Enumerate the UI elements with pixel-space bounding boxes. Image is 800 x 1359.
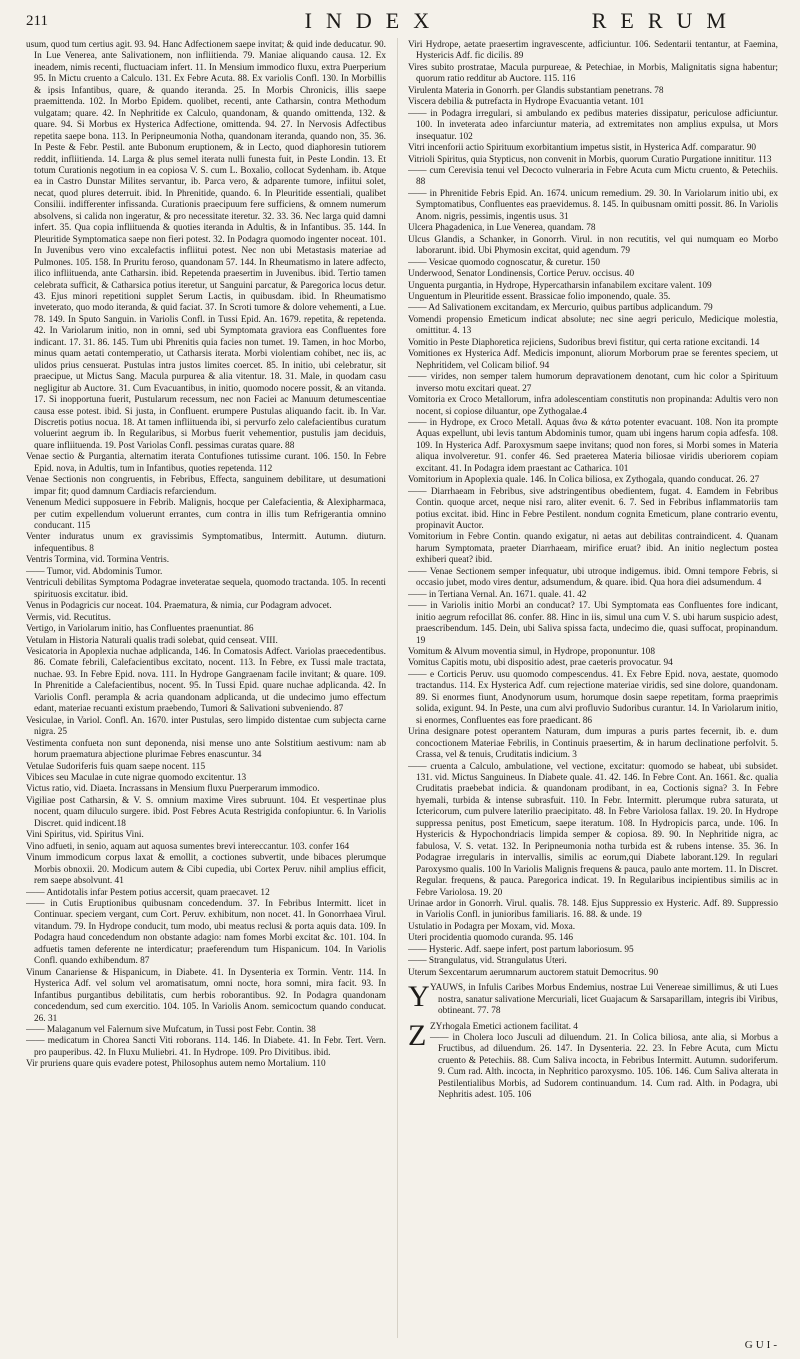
index-entry: —— Venae Sectionem semper infequatur, ubi utroque indigemus. ibid. Omni tempore Febris, si occasio jubet, modo vires dentur, adsumendum, & quare. ibid. Qua hora diei adsumendum. 4: [408, 566, 778, 589]
index-entry: —— Malaganum vel Falernum sive Mufcatum, in Tussi post Febr. Contin. 38: [26, 1024, 316, 1035]
index-entry: Underwood, Senator Londinensis, Cortice Peruv. occisus. 40: [408, 269, 635, 280]
letter-section-y: [408, 980, 778, 1017]
index-entry: Ventriculi debilitas Symptoma Podagrae inveteratae sequela, quomodo tractanda. 105. In recenti spirituosis excitatur. ibid.: [26, 578, 386, 600]
index-entry: —— virides, non semper talem humorum depravationem denotant, cum hic color a Spirituum inverso motu excitari queat. 27: [408, 372, 778, 394]
index-entry: Vinum immodicum corpus laxat & emollit, a coctiones subvertit, unde bibaces plerumque Morbis obnoxii. 20. Modicum autem & Cibi cupedia, ubi Cortex Peruv. nihil amplius efficit, rem saepe absolvunt. 41: [26, 853, 386, 887]
index-entry: usum, quod tum certius agit. 93. 94. Hanc Adfectionem saepe invitat; & quid inde deducatur. 90. In Lue Venerea, ante Salivationem, non infliitienda. 79. Maniae aliquando causa. 12. Ex ineadem, nimis recenti, fluctuaciam infert. 11. In Mensium immodico fluxu, extra Puerperium 95. In Mictu cruento a Calculo. 131. Ex Febre Acuta. 88. Ex variolis Confl. 130. In Morbillis & ipsis Infantibus, quare, & quando iteranda. 25. In Morbis Chronicis, illis saepe praemittenda. 102. In Morbo Epidem. quolibet, recenti, ante Catharsin, contra Methodum vulgatam; quare. 42. In Nephritide ex Calculo, quandonam, & quando omittenda, 132. & quare. 94. Si Morbus ex Hysterica Adfectione, omittenda. 94. 27. In Nervosis Adfectibus repetita saepe bona. 113. In Peripneumonia Notha, quandonam iteranda, quando non, 35. 36. In Peste & Febr. Pestil. ante Bubonum eruptionem, & in Lecto, quod diaphoresin tutiorem reddit, infliitienda. 14. Larga & plus semel iterata nulli funesta fuit, in Peste Londin. 13. Et totum Curationis negotium in ea copiosa V. S. cum L. Boxalio, collocat Sydenham. ib. Atque ea in Castro Dunstar Milites servantur, ib. Parca vero, & adparente tumore, infiitui solet, necat, quod plures deterruit. ibid. In Phrenitide, quando. 6. In Pleuritide essentiali, qualibet Consilii. indifferenter infissanda. Curationis praecipuum fere sufficiens, & omnem numerum absolvens, si calida non ingeratur, & pro necessitate iteretur. 32. 33. 36. Nec larga quid damni infert. 35. Qua copia infliituenda & quoties iteranda in Adultis, & in Infantibus. 35. 144. In Pleuritide Symptomatica saepe non fieri potest. 32. In Podagra quomodo ingenter noceat. 101. In Juvenibus vero vino excalefactis infliitui potest. Nec non ubi Metastasis materiae ad Pulmones. 105. 158. In Pruritu feroso, quandonam 57. 144. In Rheumatismo in latere adfecto, ilico infliituenda, ante Catharsin. ibid. Repetenda praesertim in Juvenibus. ibid. Tertio tamen celebrata sufficit, & Catharsica potius iteretur, ut Sanguini parcatur, & Paregorica locus detur. 43. Ejus minori repetitioni supplet Serum Lactis, in quibusdam. ibid. In Rheumatismo inveterato, quo modo iteranda, & quid faciat. 37. In Scroti tumore & dolore vehementi, a Lue. 78. 149. In Sputo Sanguin. in Variolis Confl. in Tussi Epid. An. 1679. repetita, & repetenda. 42. In Variolarum initio, non in omni, sed ubi Symptomata graviora eas Confluentes fore indicant. 17. 31. 86. 145. Tum ubi Phrenitis quia facies non tumet. 19. Tamen, in hoc Morbo, minus quam aetati contemperatio, ut Catharsis iterata. Morbi violentiam cohibet, nec iis, ac ulidos prius censuerat. Pustulas intra justos limites coercet. 85. In initio, ubi celebratur, sit praecipue, ut Mictus Sang. Macula purpurea & alia vitentur. 18. 31. Male, in quodam casu negligitur ab Auctore. 31. Cum Evacuantibus, in initio, quomodo nocere possit, & an vitanda. 17. Si inopportuna fuerit, Pustularum recessum, nec non Faciei ac Manuum detumescentiae causa esse potest. ibid. Si justa, in Confluent. erumpere Pustulas aliquando facit. ib. In Var. Discretis potius nocua. 18. At tamen infliituenda ibi, si pervurfo zelo calefacientibus curatum voluerint aegrum ib. In Regularibus, si Morbus fuerit vehementior, pustulis jam deciduis, quare infliituenda. 19. Post Variolas Confl. pessimas curatas quare. 88: [26, 40, 386, 451]
index-entry: Venae Sectionis non congruentis, in Febribus, Effecta, sanguinem debilitare, ut desumationi impar fit; quod damnum Cardiacis refarciendum.: [26, 475, 386, 497]
index-entry: —— in Podagra irregulari, si ambulando ex pedibus materies dissipatur, periculose adficiuntur. 100. In inveterata adeo infarciuntur materia, ad extremitates non amplius expulsa, ut Mors insequatur. 102: [408, 108, 778, 142]
index-entry: YAUWS, in Infulis Caribes Morbus Endemius, nostrae Lui Venereae simillimus, & uti Lues nostra, sanatur salivatione Mercuriali, licet Guajacum & Sarsaparillam, integris ibi Viribus, obtineant. 77. 78: [430, 983, 778, 1017]
index-entry: Viri Hydrope, aetate praesertim ingravescente, adficiuntur. 106. Sedentarii tentantur, at Faemina, Hystericis Adf. fic dicilis. 89: [408, 40, 778, 62]
index-entry: ZYrhogala Emetici actionem facilitat. 4: [430, 1021, 578, 1032]
index-entry: Urina designare potest operantem Naturam, dum impuras a puris partes fecernit, ib. e. dum concoctionem Materiae Febrilis, in Continuis praesertim, & in harum declinatione perfolvit. 5. Crassa, vel & tenuis, Cruditatis indicium. 3: [408, 727, 778, 761]
index-entry: Venus in Podagricis cur noceat. 104. Praematura, & nimia, cur Podagram advocet.: [26, 601, 332, 612]
running-title-left: INDEX: [304, 8, 444, 33]
index-entry: Vigiliae post Catharsin, & V. S. omnium maxime Vires subruunt. 104. Et vespertinae plus nocent, quam diluculo surgere. ibid. Post Febres Acuta Restrigida confopiuntur. 6. In Variolis Discret. quid indicent.18: [26, 795, 386, 829]
index-entry: —— in Cutis Eruptionibus quibusnam concedendum. 37. In Febribus Intermitt. licet in Continuar. speciem vergant, cum Cort. Peruv. exhibitum, non nocet. 41. In Gonorrhaea Virul. vitandum. 79. In Hydrope conducit, tum modo, ubi meatus reclusi & porta aquis data. 109. In Podagra haud concedendum non obstante adagio: nam fomes Morbi excitat &c. 101. 104. In adfuetis tamen deferente ne interdicatur; praeferendum tum Hispanicum. 104. In Variolis Confl. quando exhibendum. 87: [26, 898, 386, 967]
index-entry: —— Strangulatus, vid. Strangulatus Uteri.: [408, 956, 567, 967]
index-entry: Vomitoria ex Croco Metallorum, infra adolescentiam constitutis non propinanda: Adultis vero non nocent, si copiose diluantur, ope Zythogalae.4: [408, 395, 778, 417]
index-entry: Victus ratio, vid. Diaeta. Incrassans in Mensium fluxu Puerperarum immodico.: [26, 784, 320, 795]
index-entry: Vir pruriens quare quis evadere potest, Philosophus autem nemo Mortalium. 110: [26, 1059, 326, 1070]
index-entry: Vestimenta confueta non sunt deponenda, nisi mense uno ante Solstitium aestivum: nam ab horum praematura abjectione plurimae Febres enascuntur. 34: [26, 738, 386, 761]
index-entry: Ulcus Glandis, a Schanker, in Gonorrh. Virul. in non recutitis, vel qui numquam eo Morbo laborarunt. ibid. Ubi Phymosin excitat, quid agendum. 79: [408, 234, 778, 257]
page-header: [26, 6, 780, 36]
index-entry: Vesicatoria in Apoplexia nuchae adplicanda, 146. In Comatosis Adfect. Variolas praecedentibus. 86. Comate febrili, Calefacientibus excitato, nocent. 113. In Febre, ex Tussi male tractata, nuchae. 93. In Febre Epid. nova. 111. In Hydrope Gangraenam facile invitant; & quare. 109. In Phrenitide a Calefacientibus, nocent. 95. In Tussi Epid. quare nuchae adplicanda. 42. In Variolis Confl. perampla & acria quandonam adplicanda, ut die undecimo jumo effectum edant, materiae recuanti existum praebendo, Tumori & Salivationi subveniendo. 87: [26, 647, 386, 715]
dropcap-z: Z: [408, 1018, 427, 1052]
index-entry: Unguenta purgantia, in Hydrope, Hypercatharsin infanabilem excitare valent. 109: [408, 280, 712, 291]
index-entry: Vomitorium in Febre Contin. quando exigatur, ni aetas aut debilitas contraindicent. 4. Quanam harum Symptomata, praeter Diarrhaeam, mirifice eruat? ibid. An initio neglectum postea exhiberi queat? ibid.: [408, 532, 778, 566]
index-entry: Virulenta Materia in Gonorrh. per Glandis substantiam penetrans. 78: [408, 85, 664, 96]
index-entry: —— medicatum in Chorea Sancti Viti roborans. 114. 146. In Diabete. 41. In Febr. Tert. Vern. pro pauperibus. 42. In Fluxu Muliebri. 41. In Hydrope. 109. Pro Divitibus. ibid.: [26, 1036, 386, 1058]
page-number: 211: [26, 12, 48, 29]
index-entry: Viscera debilia & putrefacta in Hydrope Evacuantia vetant. 101: [408, 97, 645, 108]
index-entry: —— in Phrenitide Febris Epid. An. 1674. unicum remedium. 29. 30. In Variolarum initio ubi, ex Symptomatibus, Confluentes eas praevidemus. 8. 145. In quibusnam omitti possit. 86. In Variolis Anom. nigris, pessimis, ingentis usus. 31: [408, 188, 778, 222]
index-entry: Vesiculae, in Variol. Confl. An. 1670. inter Pustulas, sero limpido distentae cum subjecta carne nigra. 25: [26, 715, 386, 738]
index-entry: Vini Spiritus, vid. Spiritus Vini.: [26, 830, 144, 841]
index-column-left: [26, 40, 386, 1345]
index-entry: Vires subito prostratae, Macula purpureae, & Petechiae, in Morbis, Malignitatis signa habentur; quorum ratio redditur ab Auctore. 115. 116: [408, 62, 778, 85]
index-entries-right: [408, 40, 778, 979]
running-title-right: RERUM: [591, 8, 740, 33]
index-entry: —— in Cholera loco Jusculi ad diluendum. 21. In Colica biliosa, ante alia, si Morbus a Fructibus, ad diluendum. 26. 147. In Dysenteria. 22. 23. In Febre Acuta, cum Mictu cruento & Petechiis. 88. Cum Saliva incocta, in Febribus Intermitt. Autumn. sudoriferum. 9. Cum rad. Alth. incocta, in Nephritico paroxysmo. 105. 106. 146. Cum Saliva alterata in Pestilentialibus Morbis, ad Sudorem continuandum. 14. Cum rad. Alth. in Podagra, ubi Nephritis adest. 105. 106: [430, 1032, 778, 1101]
index-entry: —— Hysteric. Adf. saepe infert, post partum laboriosum. 95: [408, 944, 634, 955]
index-entry: Vomitio in Peste Diaphoretica rejiciens, Sudoribus brevi fistitur, qui certa ratione excitandi. 14: [408, 337, 760, 348]
index-entry: —— Tumor, vid. Abdominis Tumor.: [26, 566, 163, 577]
dropcap-y: Y: [408, 980, 430, 1014]
index-entry: Vomendi propensio Emeticum indicat absolute; nec sine aegri periculo, Medicique molestia, omittitur. 4. 13: [408, 314, 778, 337]
index-entry: Ustulatio in Podagra per Moxam, vid. Moxa.: [408, 921, 576, 932]
index-entry: —— Vesicae quomodo cognoscatur, & curetur. 150: [408, 257, 601, 268]
index-entry: Venter induratus unum ex gravissimis Symptomatibus, Intermitt. Autumn. diuturn. infequentibus. 8: [26, 532, 386, 554]
index-entry: Vitri incenforii actio Spirituum exorbitantium impetus sistit, in Hysterica Adf. comparatur. 90: [408, 143, 757, 154]
index-entries-z: [430, 1022, 778, 1102]
index-entry: —— in Tertiana Vernal. An. 1671. quale. 41. 42: [408, 589, 587, 600]
index-entry: Vermis, vid. Recutitus.: [26, 612, 111, 623]
index-entry: Uteri procidentia quomodo curanda. 95. 146: [408, 933, 573, 944]
index-entry: Vetulam in Historia Naturali qualis tradi solebat, quid censeat. VIII.: [26, 635, 278, 646]
index-entry: Vino adfueti, in senio, aquam aut aquosa sumentes brevi intereccantur. 103. confer 164: [26, 841, 350, 852]
index-entry: Vitrioli Spiritus, quia Stypticus, non convenit in Morbis, quorum Curatio Purgatione innititur. 113: [408, 154, 772, 165]
index-entry: Vibices seu Maculae in cute nigrae quomodo excitentur. 13: [26, 773, 247, 783]
index-entry: —— in Variolis initio Morbi an conducat? 17. Ubi Symptomata eas Confluentes fore indicant, initio aegrum refocillat 86. confer. 88. Hinc in iis, simul una cum V. S. ubi harum suspicio adest, praescribendum. 145. Dein, ubi Saliva spissa facta, undecimo die, quasi suffocat, propinandum. 19: [408, 601, 778, 646]
index-entry: Vomitus Capitis motu, ubi dispositio adest, prae caeteris provocatur. 94: [408, 658, 673, 669]
index-entry: Vomitiones ex Hysterica Adf. Medicis imponunt, aliorum Morborum prae se ferentes speciem, ut Nephritidem, vel Colicam biliof. 94: [408, 349, 778, 371]
letter-section-z: [408, 1018, 778, 1102]
index-entry: —— Diarrhaeam in Febribus, sive adstringentibus obedientem, fugat. 4. Eamdem in Febribus Contin. quoque arcet, neque nisi raro, aliter evenit. 6. 7. Sed in Febribus inflammatoriis tam potius excitat. ibid. Hinc in Febre Pestilent. nondum cognita Emeticum, plane contrario eventu, propinavit Auctor.: [408, 486, 778, 532]
index-entry: —— e Corticis Peruv. usu quomodo compescendus. 41. Ex Febre Epid. nova, aestate, quomodo tractandus. 114. Ex Hysterica Adf. cum rejectione materiae viridis, sed sine dolore, quandonam. 89. Si enormes fiunt, Anodynorum usum, horumque dosin saepe repetitam, forma praeprimis solida, exigunt. 94. In Peste, una cum alvi profluvio Sudoribus curantur. 14. In Variolarum initio, si enormes, Confluentes eas fore praedicant. 86: [408, 669, 778, 726]
index-entry: —— Ad Salivationem excitandam, ex Mercurio, quibus partibus adplicandum. 79: [408, 303, 713, 314]
column-divider: [397, 38, 398, 1338]
index-entry: Vetulae Sudoriferis fuis quam saepe nocent. 115: [26, 761, 206, 772]
index-entry: Vomitum & Alvum moventia simul, in Hydrope, proponuntur. 108: [408, 647, 655, 658]
index-entry: —— cruenta a Calculo, ambulatione, vel vectione, excitatur: quomodo se habeat, ubi subsidet. 131. vid. Mictus Sanguineus. In Diabete quale. 41. 42. 146. In Febre Cont. An. 1661. &c. qualia Cruditatis praebebat indicia. & quandonam prodibant, in ea, Coctionis signa? 3. In Febre hyemali, turbida & intense subrasfuit. 110. In Febr. Intermitt. plerumque rubra saturata, ut Ictericorum, cum pulvere laterilio praecipitato. 48. In Febre Variolosa fallax. 19. 20. In Hydrope suppressa penitus, post Emeticum, saepe iteratum. 108. In Hydropicis parca, unde. 106. In Hystericis & Hypochondriacis limpida semper & copiosa. 89. 90. In Nephritide nigra, ac fabulosa, V. S. vetat. 132. In Peripneumonia notha turbida est & rubens intense. 35. 36. In Podagrae irregularis in intervallis, similis ac eorum,qui Diabete laborant.129. In regulari Paroxysmo qualis. 100 In Variolis Malignis frequens & pauca, paulo ante mortem. 11. In Discret. Regular. frequens, & pauca. Paregorica indicat. 19. In Regularibus incipientibus similis ac in Febre Variolosa. 19. 20: [408, 761, 778, 898]
index-entry: Unguentum in Pleuritide essent. Brassicae folio imponendo, quale. 35.: [408, 291, 671, 302]
index-entry: —— in Hydrope, ex Croco Metall. Aquas ἄνω & κάτω potenter evacuant. 108. Non ita prompte Aquas expellunt, ubi levis tantum Abdominis tumor, quam ubi ingens harum copia adfesfa. 108. 109. In Hysterica Adf. Paroxysmum saepe invitans; quod non fores, si Morbi somes in Materia aliqua involveretur. 91. confer 46. Sed praeterea Materia biliosae viridis uberiorem copiam excitant. 41. In Podagra idem praestant ac Catharica. 101: [408, 417, 778, 474]
index-entry: Vomitorium in Apoplexia quale. 146. In Colica biliosa, ex Zythogala, quando conducat. 26. 27: [408, 475, 760, 486]
index-entry: —— cum Cerevisia tenui vel Decocto vulneraria in Febre Acuta cum Mictu cruento, & Petechiis. 88: [408, 165, 778, 188]
index-column-right: [408, 40, 778, 1345]
index-entry: —— Antidotalis infar Pestem potius accersit, quam praecavet. 12: [26, 887, 270, 898]
index-entry: Venenum Medici supposuere in Febrib. Malignis, hocque per Calefacientia, & Alexipharmaca, per cutim expellendum voluerunt errantes, cum contra in illis tum Refrigerantia omnino conducant. 115: [26, 498, 386, 532]
index-entry: Urinae ardor in Gonorrh. Virul. qualis. 78. 148. Ejus Suppressio ex Hysteric. Adf. 89. Suppressio in Variolis Confl. in junioribus familiaris. 16. 88. & unde. 19: [408, 898, 778, 921]
index-entry: Uterum Sexcentarum aerumnarum auctorem statuit Democritus. 90: [408, 967, 659, 978]
index-entry: Venae sectio & Purgantia, alternatim iterata Contufiones tutissime curant. 106. 150. In Febre Epid. nova, in Adultis, tum in Infantibus, quoties repetenda. 112: [26, 452, 386, 474]
index-entry: Vertigo, in Variolarum initio, has Confluentes praenuntiat. 86: [26, 624, 254, 635]
index-entry: Ulcera Phagadenica, in Lue Venerea, quandam. 78: [408, 223, 596, 234]
catchword: GUI-: [744, 1339, 780, 1351]
index-entry: Ventris Tormina, vid. Tormina Ventris.: [26, 555, 170, 566]
index-entry: Vinum Canariense & Hispanicum, in Diabete. 41. In Dysenteria ex Tormin. Ventr. 114. In Hysterica Adf. vel solum vel aromatisatum, omni nocte, hora somni, mira facit. 93. In Infantibus purgantibus debilitatis, cum herbis roborantibus. 92. In Podagra quandonam concedendum, sed cum exercitio. 104. 105. In Variolis Anom. semicoctum quando conducat. 26. 31: [26, 967, 386, 1024]
